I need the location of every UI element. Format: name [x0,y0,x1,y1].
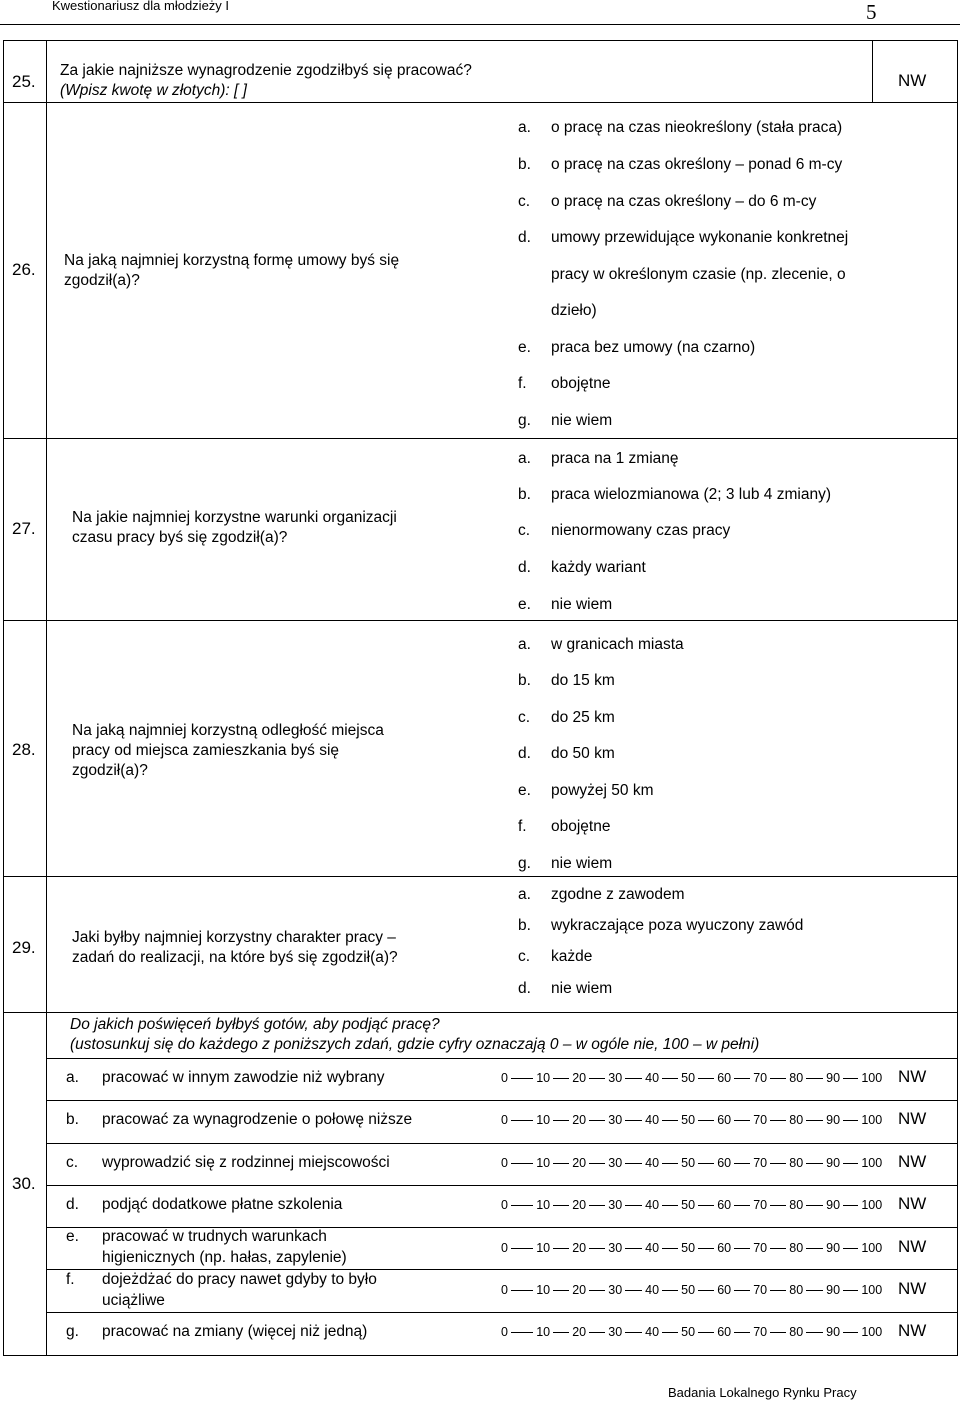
scale-value-60[interactable]: 60 [717,1156,732,1170]
scale-value-70[interactable]: 70 [753,1071,768,1085]
question-text: Do jakich poświęceń byłbyś gotów, aby podjąć pracę? [70,1016,440,1033]
scale-connector [662,1163,678,1164]
scale-value-40[interactable]: 40 [645,1241,660,1255]
option-letter: c. [518,193,531,210]
statement-text: pracować na zmiany (więcej niż jedną) [102,1323,368,1340]
scale-value-0[interactable]: 0 [501,1071,508,1085]
question-text: Na jakie najmniej korzystne warunki organizacji [72,509,397,526]
statement-letter: g. [66,1323,79,1340]
nw-option[interactable]: NW [898,1109,927,1128]
scale-value-10[interactable]: 10 [536,1156,551,1170]
scale-connector [734,1120,750,1121]
scale-value-80[interactable]: 80 [789,1325,804,1339]
statement-text: pracować za wynagrodzenie o połowę niższe [102,1111,413,1128]
question-text: Na jaką najmniej korzystną odległość miejsca [72,722,384,739]
scale-value-80[interactable]: 80 [789,1156,804,1170]
scale-connector [843,1248,858,1249]
questionnaire-title: Kwestionariusz dla młodzieży I [52,0,230,13]
scale-connector [589,1290,605,1291]
question-text: czasu pracy byś się zgodził(a)? [72,529,288,546]
scale-value-30[interactable]: 30 [608,1156,623,1170]
scale-value-100[interactable]: 100 [861,1241,883,1255]
scale-connector [553,1163,569,1164]
scale-value-80[interactable]: 80 [789,1241,804,1255]
rating-scale-0-100[interactable] [501,1197,883,1215]
scale-connector [770,1290,786,1291]
option-label: o pracę na czas określony – do 6 m-cy [551,193,817,210]
scale-connector [806,1078,823,1079]
scale-connector [511,1078,533,1079]
scale-connector [625,1120,642,1121]
scale-connector [625,1163,642,1164]
scale-value-70[interactable]: 70 [753,1198,768,1212]
rating-scale-0-100[interactable] [501,1070,883,1088]
question-number: 25. [12,72,36,91]
question-text: Jaki byłby najmniej korzystny charakter pracy – [72,929,396,946]
option-label: praca wielozmianowa (2; 3 lub 4 zmiany) [551,486,831,503]
wage-amount-input[interactable]: (Wpisz kwotę w złotych): [ ] [60,82,247,99]
question-text: zgodził(a)? [64,272,140,289]
question-text: zgodził(a)? [72,762,148,779]
scale-value-100[interactable]: 100 [861,1156,883,1170]
option-label: nie wiem [551,596,613,613]
question-text: Na jaką najmniej korzystną formę umowy byś się [64,252,400,269]
scale-connector [770,1248,786,1249]
question-number: 29. [12,938,36,957]
scale-value-60[interactable]: 60 [717,1325,732,1339]
scale-value-60[interactable]: 60 [717,1283,732,1297]
scale-value-50[interactable]: 50 [681,1198,696,1212]
scale-connector [770,1078,786,1079]
scale-connector [511,1332,533,1333]
rating-scale-0-100[interactable] [501,1324,883,1342]
page-number: 5 [866,0,877,24]
option-label: obojętne [551,818,611,835]
scale-value-30[interactable]: 30 [608,1283,623,1297]
question-text: pracy od miejsca zamieszkania byś się [72,742,340,759]
rating-scale-0-100[interactable] [501,1155,883,1173]
scale-value-50[interactable]: 50 [681,1113,696,1127]
question-number: 27. [12,519,36,538]
scale-value-90[interactable]: 90 [826,1325,841,1339]
scale-connector [625,1332,642,1333]
scale-value-90[interactable]: 90 [826,1198,841,1212]
option-label: dzieło) [551,302,597,319]
scale-value-50[interactable]: 50 [681,1241,696,1255]
scale-connector [770,1120,786,1121]
option-letter: g. [518,412,531,429]
scale-value-0[interactable]: 0 [501,1325,508,1339]
option-label: wykraczające poza wyuczony zawód [551,917,804,934]
scale-connector [662,1205,678,1206]
statement-letter: a. [66,1069,79,1086]
scale-connector [662,1120,678,1121]
option-label: pracy w określonym czasie (np. zlecenie, o [551,266,846,283]
statement-text: pracować w trudnych warunkach [102,1228,327,1245]
scale-value-100[interactable]: 100 [861,1113,883,1127]
nw-option[interactable]: NW [898,1152,927,1171]
nw-option[interactable]: NW [898,1321,927,1340]
option-label: w granicach miasta [551,636,684,653]
scale-connector [511,1248,533,1249]
scale-value-70[interactable]: 70 [753,1325,768,1339]
scale-value-70[interactable]: 70 [753,1241,768,1255]
scale-connector [698,1332,714,1333]
scale-connector [698,1163,714,1164]
scale-value-50[interactable]: 50 [681,1325,696,1339]
scale-connector [662,1078,678,1079]
scale-value-40[interactable]: 40 [645,1156,660,1170]
scale-connector [625,1205,642,1206]
question-number: 28. [12,740,36,759]
scale-connector [589,1332,605,1333]
scale-value-40[interactable]: 40 [645,1325,660,1339]
scale-value-20[interactable]: 20 [572,1113,587,1127]
scale-connector [806,1290,823,1291]
scale-value-20[interactable]: 20 [572,1283,587,1297]
scale-value-60[interactable]: 60 [717,1198,732,1212]
scale-connector [843,1205,858,1206]
scale-connector [553,1248,569,1249]
option-label: nie wiem [551,855,613,872]
option-letter: e. [518,782,531,799]
option-letter: d. [518,980,531,997]
scale-connector [770,1332,786,1333]
scale-connector [589,1248,605,1249]
option-letter: g. [518,855,531,872]
scale-value-20[interactable]: 20 [572,1325,587,1339]
scale-value-50[interactable]: 50 [681,1071,696,1085]
scale-connector [698,1290,714,1291]
scale-connector [806,1332,823,1333]
scale-value-30[interactable]: 30 [608,1198,623,1212]
scale-value-80[interactable]: 80 [789,1198,804,1212]
scale-connector [589,1078,605,1079]
option-label: nie wiem [551,980,613,997]
scale-connector [843,1332,858,1333]
scale-value-10[interactable]: 10 [536,1283,551,1297]
scale-connector [734,1332,750,1333]
scale-value-40[interactable]: 40 [645,1071,660,1085]
scale-value-30[interactable]: 30 [608,1241,623,1255]
option-letter: d. [518,745,531,762]
statement-text: wyprowadzić się z rodzinnej miejscowości [102,1154,390,1171]
scale-connector [734,1290,750,1291]
scale-connector [662,1332,678,1333]
scale-connector [625,1248,642,1249]
statement-letter: f. [66,1271,75,1288]
footer-text: Badania Lokalnego Rynku Pracy [668,1385,857,1400]
scale-connector [806,1248,823,1249]
scale-connector [553,1290,569,1291]
scale-value-60[interactable]: 60 [717,1071,732,1085]
scale-connector [698,1120,714,1121]
option-letter: f. [518,375,527,392]
scale-value-70[interactable]: 70 [753,1283,768,1297]
option-letter: a. [518,636,531,653]
scale-connector [553,1120,569,1121]
option-label: o pracę na czas nieokreślony (stała praca) [551,119,843,136]
option-label: o pracę na czas określony – ponad 6 m-cy [551,156,843,173]
scale-connector [843,1290,858,1291]
statement-letter: b. [66,1111,79,1128]
scale-value-80[interactable]: 80 [789,1113,804,1127]
scale-connector [843,1120,858,1121]
scale-connector [589,1163,605,1164]
scale-value-0[interactable]: 0 [501,1241,508,1255]
scale-connector [698,1205,714,1206]
scale-connector [698,1078,714,1079]
scale-value-30[interactable]: 30 [608,1071,623,1085]
scale-value-40[interactable]: 40 [645,1198,660,1212]
scale-connector [589,1205,605,1206]
option-label: praca bez umowy (na czarno) [551,339,756,356]
scale-value-30[interactable]: 30 [608,1113,623,1127]
scale-value-0[interactable]: 0 [501,1198,508,1212]
scale-value-20[interactable]: 20 [572,1241,587,1255]
scale-connector [734,1205,750,1206]
scale-connector [511,1120,533,1121]
option-label: każde [551,948,593,965]
statement-letter: c. [66,1154,79,1171]
question-number: 30. [12,1174,36,1193]
option-label: nie wiem [551,412,613,429]
scale-connector [662,1248,678,1249]
option-label: do 25 km [551,709,615,726]
option-letter: b. [518,156,531,173]
statement-letter: d. [66,1196,79,1213]
question-number: 26. [12,260,36,279]
scale-value-90[interactable]: 90 [826,1113,841,1127]
nw-option[interactable]: NW [898,1194,927,1213]
scale-connector [511,1290,533,1291]
scale-value-0[interactable]: 0 [501,1283,508,1297]
option-letter: c. [518,709,531,726]
option-letter: e. [518,596,531,613]
option-letter: c. [518,522,531,539]
scale-connector [662,1290,678,1291]
scale-value-20[interactable]: 20 [572,1156,587,1170]
rating-scale-0-100[interactable] [501,1240,883,1258]
option-letter: b. [518,486,531,503]
scale-connector [734,1163,750,1164]
option-letter: d. [518,229,531,246]
question-instruction: (ustosunkuj się do każdego z poniższych zdań, gdzie cyfry oznaczają 0 – w ogóle nie, 100 – w pełni) [70,1036,760,1053]
scale-value-10[interactable]: 10 [536,1198,551,1212]
option-label: do 15 km [551,672,615,689]
scale-connector [511,1163,533,1164]
scale-value-100[interactable]: 100 [861,1325,883,1339]
option-letter: c. [518,948,531,965]
statement-text: podjąć dodatkowe płatne szkolenia [102,1196,343,1213]
scale-value-0[interactable]: 0 [501,1113,508,1127]
scale-value-100[interactable]: 100 [861,1071,883,1085]
option-label: do 50 km [551,745,615,762]
statement-text: dojeżdżać do pracy nawet gdyby to było [102,1271,377,1288]
scale-value-50[interactable]: 50 [681,1156,696,1170]
nw-option[interactable]: NW [898,1237,927,1256]
option-label: praca na 1 zmianę [551,450,679,467]
scale-connector [806,1163,823,1164]
option-letter: a. [518,886,531,903]
statement-letter: e. [66,1228,79,1245]
scale-value-20[interactable]: 20 [572,1198,587,1212]
option-letter: f. [518,818,527,835]
rating-scale-0-100[interactable] [501,1112,883,1130]
scale-value-20[interactable]: 20 [572,1071,587,1085]
scale-value-90[interactable]: 90 [826,1283,841,1297]
option-label: powyżej 50 km [551,782,654,799]
scale-connector [698,1248,714,1249]
scale-value-60[interactable]: 60 [717,1241,732,1255]
option-letter: b. [518,917,531,934]
scale-connector [843,1163,858,1164]
statement-text: higienicznych (np. hałas, zapylenie) [102,1249,347,1266]
scale-connector [770,1205,786,1206]
scale-value-10[interactable]: 10 [536,1325,551,1339]
option-label: umowy przewidujące wykonanie konkretnej [551,229,849,246]
scale-connector [806,1205,823,1206]
statement-text: uciążliwe [102,1292,165,1309]
scale-value-40[interactable]: 40 [645,1283,660,1297]
scale-value-100[interactable]: 100 [861,1198,883,1212]
scale-value-0[interactable]: 0 [501,1156,508,1170]
option-letter: a. [518,119,531,136]
scale-connector [734,1078,750,1079]
scale-value-90[interactable]: 90 [826,1241,841,1255]
scale-connector [553,1205,569,1206]
scale-value-90[interactable]: 90 [826,1156,841,1170]
option-label: nienormowany czas pracy [551,522,731,539]
scale-value-40[interactable]: 40 [645,1113,660,1127]
statement-text: pracować w innym zawodzie niż wybrany [102,1069,385,1086]
scale-value-70[interactable]: 70 [753,1113,768,1127]
scale-connector [806,1120,823,1121]
option-label: każdy wariant [551,559,646,576]
scale-connector [625,1078,642,1079]
scale-value-10[interactable]: 10 [536,1113,551,1127]
nw-option[interactable]: NW [898,71,927,90]
scale-connector [843,1078,858,1079]
scale-connector [734,1248,750,1249]
scale-connector [553,1332,569,1333]
nw-option[interactable]: NW [898,1279,927,1298]
scale-value-80[interactable]: 80 [789,1071,804,1085]
header-rule [0,24,960,25]
option-letter: b. [518,672,531,689]
nw-option[interactable]: NW [898,1067,927,1086]
scale-value-50[interactable]: 50 [681,1283,696,1297]
scale-connector [770,1163,786,1164]
scale-value-70[interactable]: 70 [753,1156,768,1170]
question-text: Za jakie najniższe wynagrodzenie zgodziłbyś się pracować? [60,62,472,79]
rating-scale-0-100[interactable] [501,1282,883,1300]
option-letter: a. [518,450,531,467]
scale-value-10[interactable]: 10 [536,1241,551,1255]
question-text: zadań do realizacji, na które byś się zgodził(a)? [72,949,398,966]
option-label: obojętne [551,375,611,392]
option-label: zgodne z zawodem [551,886,685,903]
option-letter: e. [518,339,531,356]
scale-value-80[interactable]: 80 [789,1283,804,1297]
scale-connector [625,1290,642,1291]
scale-connector [511,1205,533,1206]
scale-value-90[interactable]: 90 [826,1071,841,1085]
scale-value-60[interactable]: 60 [717,1113,732,1127]
scale-value-30[interactable]: 30 [608,1325,623,1339]
scale-value-10[interactable]: 10 [536,1071,551,1085]
option-letter: d. [518,559,531,576]
scale-value-100[interactable]: 100 [861,1283,883,1297]
scale-connector [589,1120,605,1121]
scale-connector [553,1078,569,1079]
